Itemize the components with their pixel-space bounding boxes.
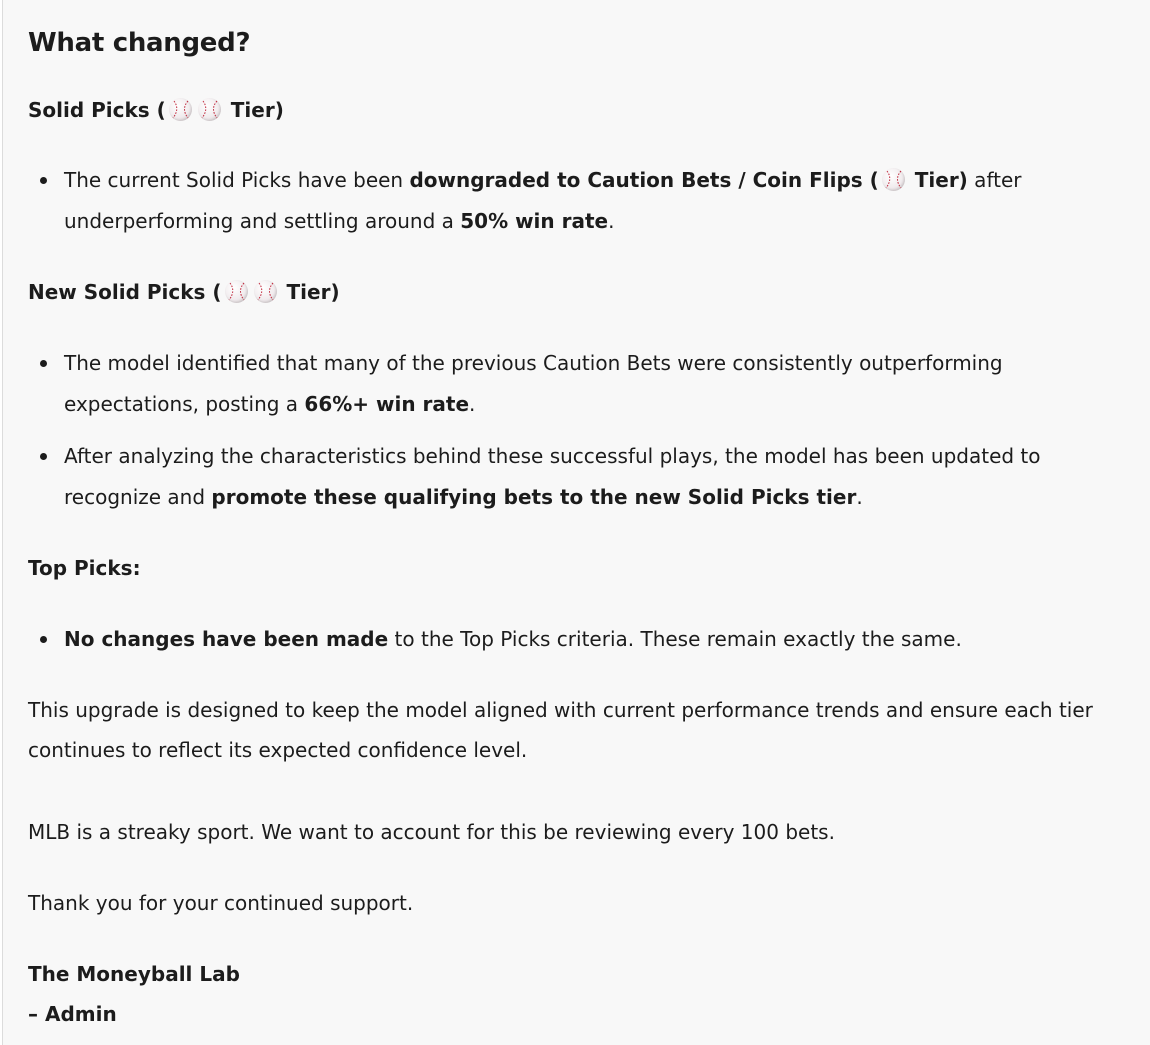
bullet-text: . bbox=[608, 209, 615, 233]
bullet-bold-text: 50% win rate bbox=[460, 209, 609, 233]
baseball-icon bbox=[198, 98, 221, 121]
new-solid-picks-heading bbox=[28, 279, 340, 305]
solid-picks-heading-prefix: Solid Picks ( bbox=[28, 98, 166, 122]
bullet-text: to the Top Picks criteria. These remain exactly the same. bbox=[388, 627, 962, 651]
baseball-icon bbox=[169, 98, 192, 121]
bullet-bold-text: No changes have been made bbox=[64, 627, 389, 651]
list-item bbox=[64, 343, 1124, 425]
page-title: What changed? bbox=[28, 28, 251, 58]
message-panel bbox=[2, 0, 1150, 1045]
top-picks-heading: Top Picks: bbox=[28, 556, 141, 580]
bullet-bold-text: Tier) bbox=[907, 168, 968, 192]
bullet-text: . bbox=[469, 392, 476, 416]
new-solid-picks-heading-prefix: New Solid Picks ( bbox=[28, 280, 222, 304]
bullet-text: . bbox=[856, 485, 863, 509]
bullet-bold-text: 66%+ win rate bbox=[304, 392, 470, 416]
baseball-icon bbox=[882, 168, 905, 191]
solid-picks-heading bbox=[28, 97, 284, 123]
signature-line-1: The Moneyball Lab bbox=[28, 962, 240, 986]
bullet-text: The model identified that many of the previous Caution Bets were consistently outperforming expectations, posting a bbox=[64, 351, 1003, 416]
bullet-bold-text: promote these qualifying bets to the new Solid Picks tier bbox=[211, 485, 857, 509]
baseball-icon bbox=[254, 280, 277, 303]
list-item bbox=[64, 436, 1124, 518]
list-item bbox=[64, 619, 1124, 660]
bullet-text: After analyzing the characteristics behind these successful plays, the model has been updated to recognize and bbox=[64, 444, 1041, 509]
bullet-text: The current Solid Picks have been bbox=[64, 168, 410, 192]
baseball-icon bbox=[225, 280, 248, 303]
list-item bbox=[64, 160, 1124, 242]
solid-picks-heading-suffix: Tier) bbox=[223, 98, 284, 122]
bullet-bold-text: downgraded to Caution Bets / Coin Flips ( bbox=[409, 168, 879, 192]
bullet-text: after underperforming and settling around a bbox=[64, 168, 1022, 233]
upgrade-paragraph: This upgrade is designed to keep the model aligned with current performance trends and ensure each tier continues to reflect its expected confidence level. bbox=[28, 698, 1093, 762]
signature-line-2: – Admin bbox=[28, 1002, 117, 1026]
new-solid-picks-heading-suffix: Tier) bbox=[279, 280, 340, 304]
thanks-paragraph: Thank you for your continued support. bbox=[28, 891, 414, 915]
mlb-paragraph: MLB is a streaky sport. We want to account for this be reviewing every 100 bets. bbox=[28, 820, 835, 844]
